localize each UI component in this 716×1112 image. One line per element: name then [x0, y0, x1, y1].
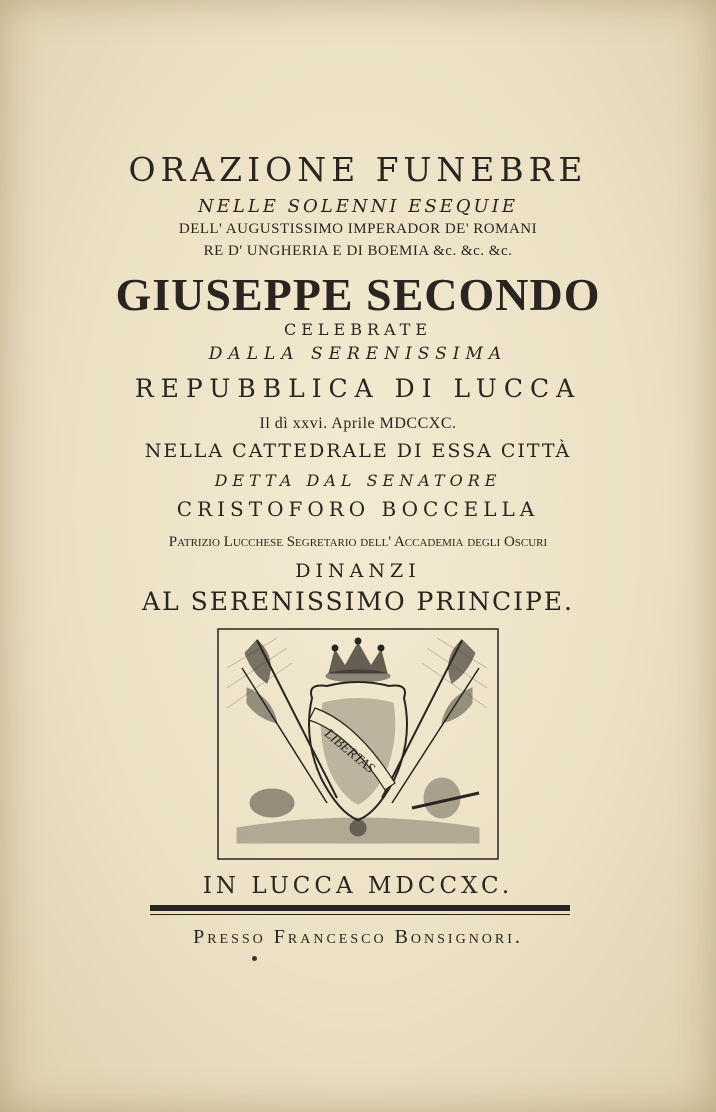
- imprint-rule-thick: [150, 905, 570, 911]
- imprint-rule-thin: [150, 914, 570, 915]
- title-detta: DETTA DAL SENATORE: [214, 471, 502, 490]
- title-dalla: DALLA SERENISSIMA: [208, 344, 508, 364]
- title-author: CRISTOFORO BOCCELLA: [176, 497, 540, 521]
- ink-dot: [252, 956, 257, 961]
- title-subtitle: NELLE SOLENNI ESEQUIE: [198, 196, 518, 217]
- title-principe: AL SERENISSIMO PRINCIPE.: [142, 587, 574, 616]
- imprint-printer: Presso Francesco Bonsignori.: [193, 926, 523, 948]
- emblem-motto: LIBERTAS: [321, 726, 378, 777]
- title-patrizio: Patrizio Lucchese Segretario dell' Accademia degli Oscuri: [168, 534, 548, 550]
- coat-of-arms-engraving-icon: [217, 628, 499, 860]
- title-cattedrale: NELLA CATTEDRALE DI ESSA CITTÀ: [144, 440, 572, 462]
- imprint-place: IN LUCCA MDCCXC.: [202, 873, 514, 899]
- title-celebrate: CELEBRATE: [283, 320, 433, 339]
- title-line-kingdoms: RE D' UNGHERIA E DI BOEMIA &c. &c. &c.: [203, 243, 513, 259]
- title-dinanzi: DINANZI: [295, 560, 421, 582]
- title-line-emperor: DELL' AUGUSTISSIMO IMPERADOR DE' ROMANI: [178, 221, 538, 237]
- title-repubblica: REPUBBLICA DI LUCCA: [134, 374, 582, 403]
- title-main: ORAZIONE FUNEBRE: [128, 150, 588, 189]
- title-date: Il dì xxvi. Aprile MDCCXC.: [259, 415, 457, 432]
- title-name: GIUSEPPE SECONDO: [115, 269, 601, 320]
